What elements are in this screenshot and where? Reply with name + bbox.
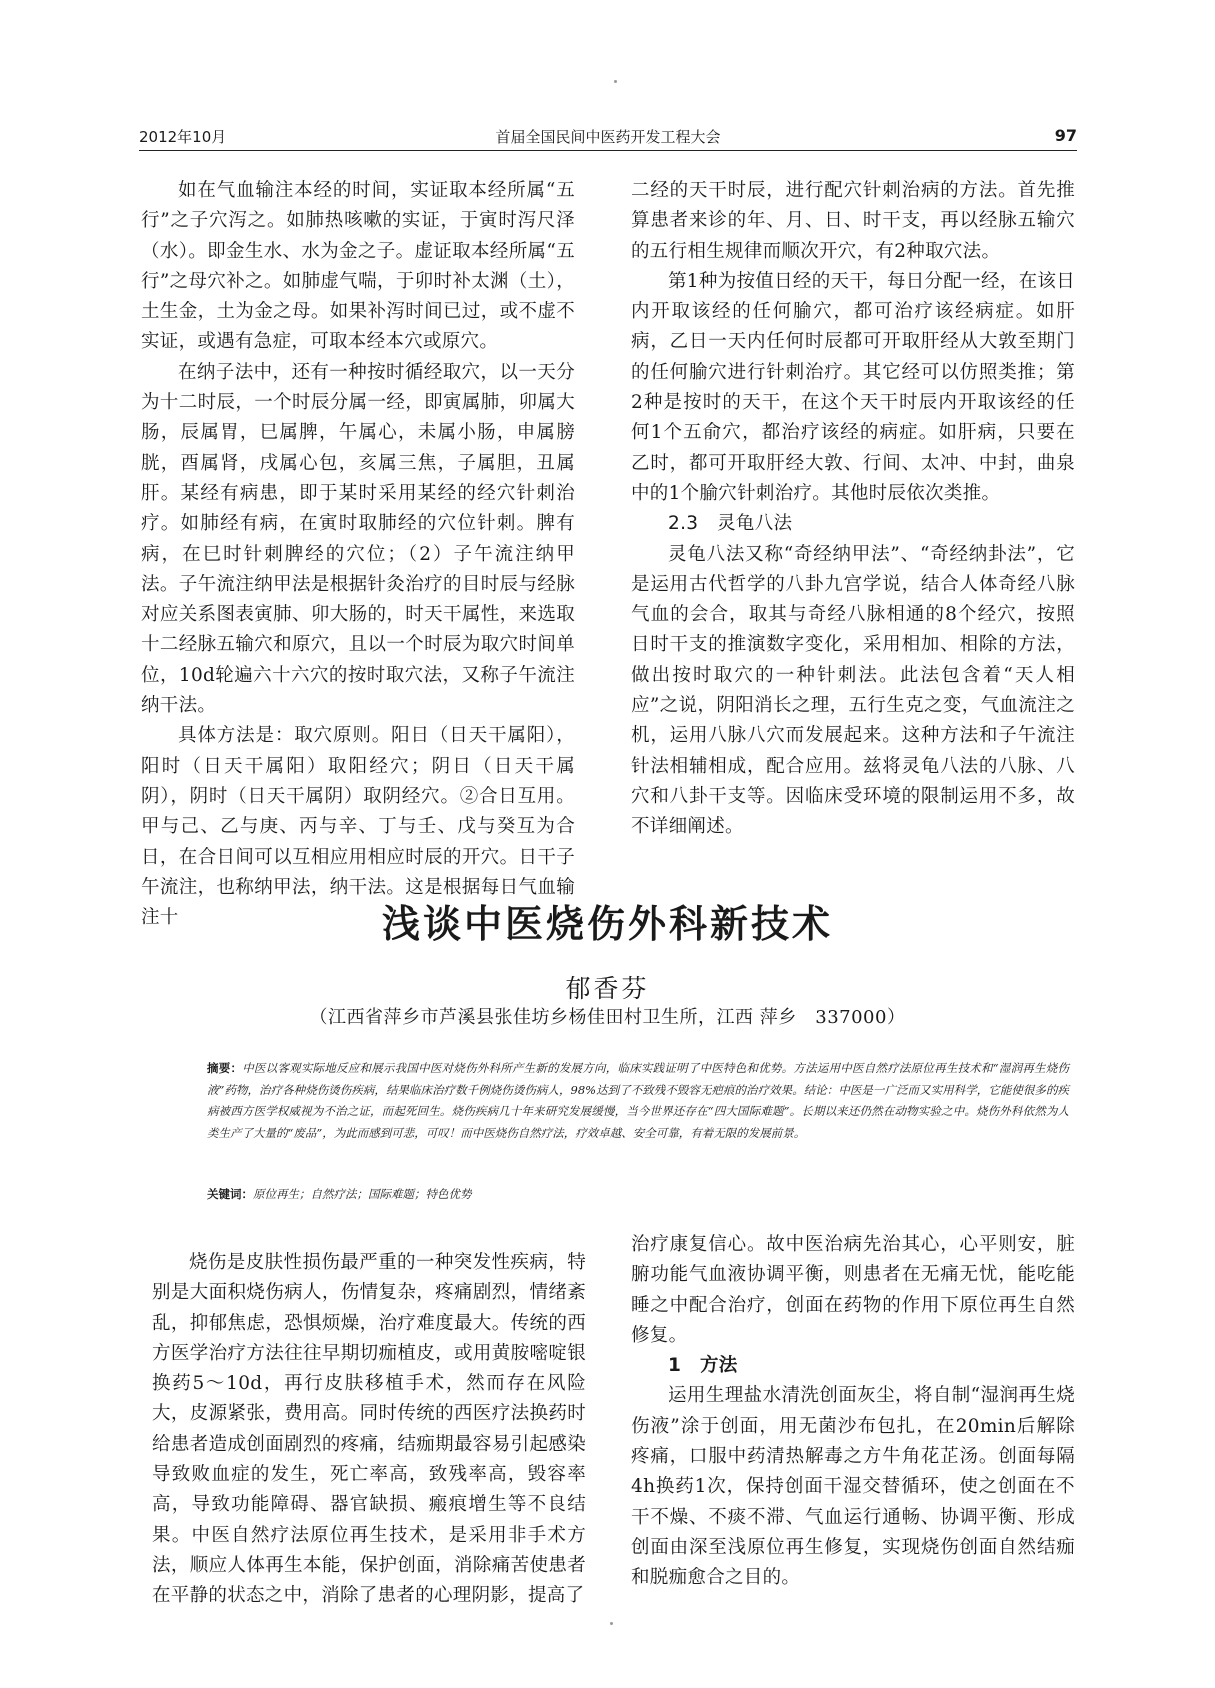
scan-dot (610, 1622, 613, 1625)
body-paragraph: 在纳子法中，还有一种按时循经取穴，以一天分为十二时辰，一个时辰分属一经，即寅属肺，卯属大肠，辰属胃，巳属脾，午属心，未属小肠，申属膀胱，酉属肾，戌属心包，亥属三焦，子属胆，丑属肝。某经有病患，即于某时采用某经的经穴针刺治疗。如肺经有病，在寅时取肺经的穴位针刺。脾有病，在巳时针刺脾经的穴位；（2）子午流注纳甲法。子午流注纳甲法是根据针灸治疗的目时辰与经脉对应关系图表寅肺、卯大肠的，时天干属性，来选取十二经脉五输穴和原穴，且以一个时辰为取穴时间单位，10d轮遍六十六穴的按时取穴法，又称子午流注纳干法。 (141, 361, 575, 717)
keywords (207, 1184, 1069, 1204)
keywords-label: 关键词： (207, 1187, 253, 1201)
keywords-text: 原位再生；自然疗法；国际难题；特色优势 (253, 1187, 472, 1201)
body-paragraph: 具体方法是：取穴原则。阳日（日天干属阳），阳时（日天干属阳）取阳经穴；阴日（日天干属阴），阴时（日天干属阴）取阴经穴。②合日互用。甲与己、乙与庚、丙与辛、丁与壬、戊与癸互为合日，在合日间可以互相应用相应时辰的开穴。日干子午流注，也称纳甲法，纳干法。这是根据每日气血输注十 (141, 725, 575, 929)
body-paragraph: 二经的天干时辰，进行配穴针刺治病的方法。首先推算患者来诊的年、月、日、时干支，再以经脉五输穴的五行相生规律而顺次开穴，有2种取穴法。 (631, 180, 1075, 262)
page-number: 97 (1054, 126, 1077, 145)
body-paragraph: 治疗康复信心。故中医治病先治其心，心平则安，脏腑功能气血液协调平衡，则患者在无痛无忧，能吃能睡之中配合治疗，创面在药物的作用下原位再生自然修复。 (631, 1234, 1075, 1346)
section-heading-1: 1 方法 (668, 1355, 738, 1377)
body-paragraph: 灵龟八法又称“奇经纳甲法”、“奇经纳卦法”，它是运用古代哲学的八卦九宫学说，结合人体奇经八脉气血的会合，取其与奇经八脉相通的8个经穴，按照日时干支的推演数字变化，采用相加、相除的方法，做出按时取穴的一种针刺法。此法包含着“天人相应”之说，阴阳消长之理，五行生克之变，气血流注之机，运用八脉八穴而发展起来。这种方法和子午流注针法相辅相成，配合应用。兹将灵龟八法的八脉、八穴和八卦干支等。因临床受环境的限制运用不多，故不详细阐述。 (631, 543, 1075, 838)
body-paragraph: 如在气血输注本经的时间，实证取本经所属“五行”之子穴泻之。如肺热咳嗽的实证，于寅时泻尺泽（水）。即金生水、水为金之子。虚证取本经所属“五行”之母穴补之。如肺虚气喘，于卯时补太渊（土），土生金，土为金之母。如果补泻时间已过，或不虚不实证，或遇有急症，可取本经本穴或原穴。 (141, 180, 575, 353)
header-date: 2012年10月 (139, 128, 227, 146)
header-journal-title: 首届全国民间中医药开发工程大会 (495, 128, 721, 146)
body-paragraph: 烧伤是皮肤性损伤最严重的一种突发性疾病，特别是大面积烧伤病人，伤情复杂，疼痛剧烈，情绪紊乱，抑郁焦虑，恐惧烦燥，治疗难度最大。传统的西方医学治疗方法往往早期切痂植皮，或用黄胺嘧啶银换药5～10d，再行皮肤移植手术，然而存在风险大，皮源紧张，费用高。同时传统的西医疗法换药时给患者造成创面剧烈的疼痛，结痂期最容易引起感染导致败血症的发生，死亡率高，致残率高，毁容率高，导致功能障碍、器官缺损、瘢痕增生等不良结果。中医自然疗法原位再生技术，是采用非手术方法，顺应人体再生本能，保护创面，消除痛苦使患者在平静的状态之中，消除了患者的心理阴影，提高了 (152, 1252, 586, 1607)
abstract-text: 中医以客观实际地反应和展示我国中医对烧伤外科所产生新的发展方向，临床实践证明了中医特色和优势。方法运用中医自然疗法原位再生技术和“湿润再生烧伤液”药物，治疗各种烧伤烫伤疾病，结果临床治疗数千例烧伤烫伤病人，98%达到了不致残不毁容无疤痕的治疗效果。结论：中医是一广泛而又实用科学，它能使很多的疾病被西方医学权威视为不治之证，而起死回生。烧伤疾病几十年来研究发展缓慢，当今世界还存在“四大国际难题”。长期以来还仍然在动物实验之中。烧伤外科依然为人类生产了大量的“废品”，为此而感到可悲，可叹！而中医烧伤自然疗法，疗效卓越、安全可靠，有着无限的发展前景。 (207, 1061, 1069, 1140)
top-right-column (631, 176, 1075, 838)
bottom-right-column (631, 1230, 1075, 1590)
abstract-label: 摘要： (207, 1061, 243, 1075)
body-paragraph: 运用生理盐水清洗创面灰尘，将自制“湿润再生烧伤液”涂于创面，用无菌沙布包扎，在20min后解除疼痛，口服中药清热解毒之方牛角花芷汤。创面每隔4h换药1次，保持创面干湿交替循环，使之创面在不干不燥、不痰不滞、气血运行通畅、协调平衡、形成创面由深至浅原位再生修复，实现烧伤创面自然结痂和脱痂愈合之目的。 (631, 1385, 1075, 1589)
article-title: 浅谈中医烧伤外科新技术 (381, 902, 833, 946)
article-author: 郁香芬 (565, 974, 650, 1003)
author-affiliation: （江西省萍乡市芦溪县张佳坊乡杨佳田村卫生所，江西 萍乡 337000） (309, 1007, 906, 1028)
running-header (139, 126, 1077, 151)
body-paragraph: 第1种为按值日经的天干，每日分配一经，在该日内开取该经的任何腧穴，都可治疗该经病症。如肝病，乙日一天内任何时辰都可开取肝经从大敦至期门的任何腧穴进行针刺治疗。其它经可以仿照类推；第2种是按时的天干，在这个天干时辰内开取该经的任何1个五俞穴，都治疗该经的病症。如肝病，只要在乙时，都可开取肝经大敦、行间、太冲、中封，曲泉中的1个腧穴针刺治疗。其他时辰依次类推。 (631, 270, 1075, 504)
scan-dot (614, 80, 617, 83)
bottom-left-column (152, 1248, 586, 1607)
section-heading-2-3: 2.3 灵龟八法 (668, 513, 793, 535)
top-left-column (141, 176, 575, 929)
abstract (207, 1058, 1069, 1144)
